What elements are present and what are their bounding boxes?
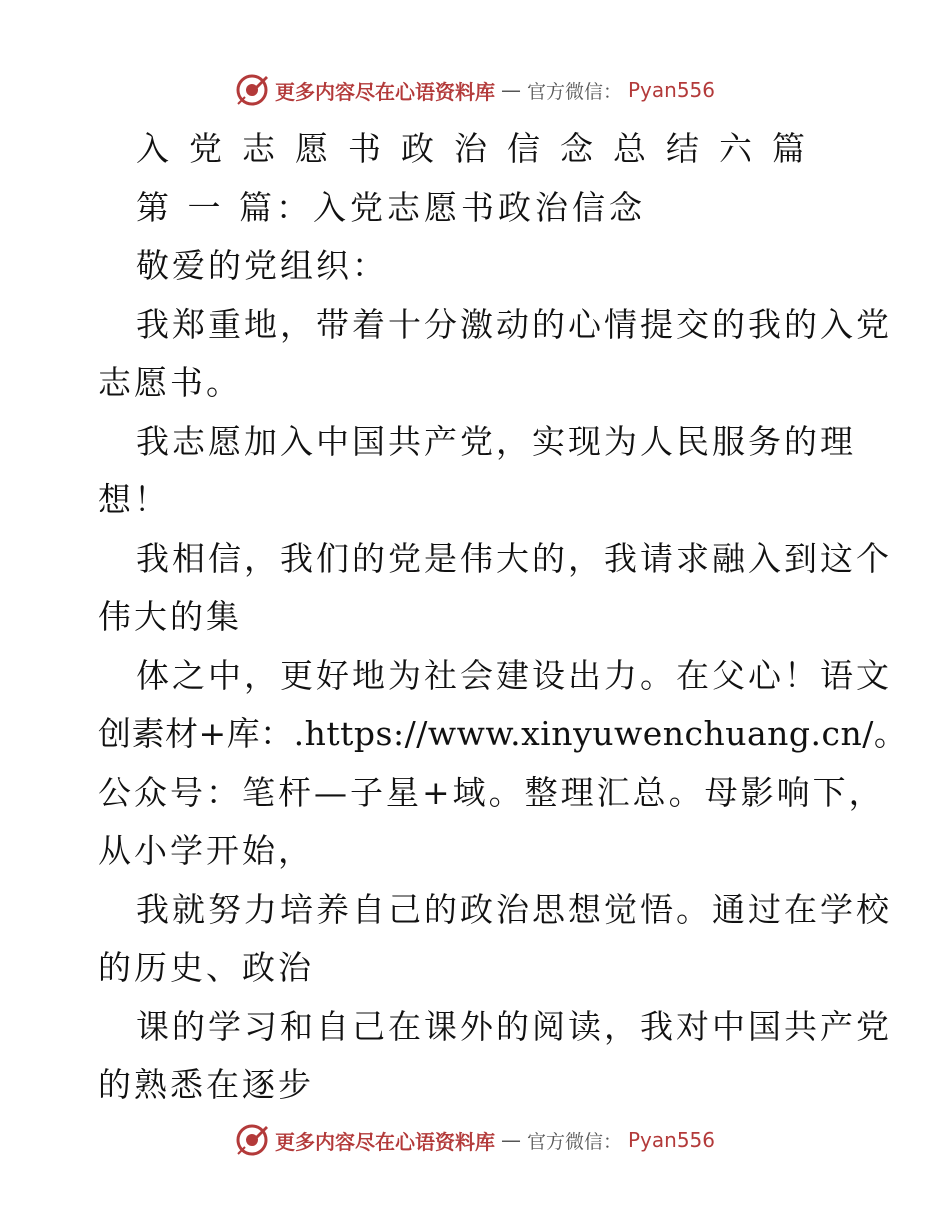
- document-title: 入党志愿书政治信念总结六篇: [136, 129, 825, 168]
- paragraph-line: 公众号：笔杆—子星+域。整理汇总。母影响下，: [98, 772, 885, 812]
- paragraph-line: 课的学习和自己在课外的阅读，我对中国共产党: [136, 1006, 892, 1046]
- pen-logo-icon: [235, 1123, 269, 1157]
- paragraph-line: 的熟悉在逐步: [98, 1065, 314, 1104]
- paragraph-line: 我郑重地，带着十分激动的心情提交的我的入党: [136, 304, 892, 344]
- paragraph-line: 从小学开始，: [98, 831, 314, 870]
- paragraph-line: 志愿书。: [98, 363, 242, 402]
- paragraph-line: 我志愿加入中国共产党，实现为人民服务的理: [136, 421, 856, 461]
- section-heading: 第 一 篇：入党志愿书政治信念: [136, 187, 646, 227]
- document-body: [98, 120, 908, 1115]
- banner-dash: —: [500, 78, 521, 102]
- paragraph-line: 想！: [98, 480, 170, 519]
- banner-brand-text: 更多内容尽在心语资料库: [274, 1129, 495, 1154]
- footer-banner: [0, 1118, 950, 1162]
- paragraph-line: 我相信，我们的党是伟大的，我请求融入到这个: [136, 538, 892, 578]
- paragraph-line: 敬爱的党组织：: [136, 246, 388, 285]
- paragraph-line: 我就努力培养自己的政治思想觉悟。通过在学校: [136, 889, 892, 929]
- paragraph-line: 创素材+库：.https://www.xinyuwenchuang.cn/。: [98, 714, 908, 753]
- header-banner: [0, 68, 950, 112]
- banner-dash: —: [500, 1128, 521, 1152]
- banner-wechat-label: 官方微信：: [526, 1130, 622, 1153]
- paragraph-line: 的历史、政治: [98, 948, 314, 987]
- pen-logo-icon: [235, 73, 269, 107]
- banner-account: Pyan556: [628, 78, 716, 102]
- banner-account: Pyan556: [628, 1128, 716, 1152]
- banner-brand-text: 更多内容尽在心语资料库: [274, 79, 495, 104]
- body-lines: [98, 237, 908, 1115]
- paragraph-line: 体之中，更好地为社会建设出力。在父心！语文: [136, 655, 892, 695]
- banner-wechat-label: 官方微信：: [526, 80, 622, 103]
- paragraph-line: 伟大的集: [98, 597, 242, 636]
